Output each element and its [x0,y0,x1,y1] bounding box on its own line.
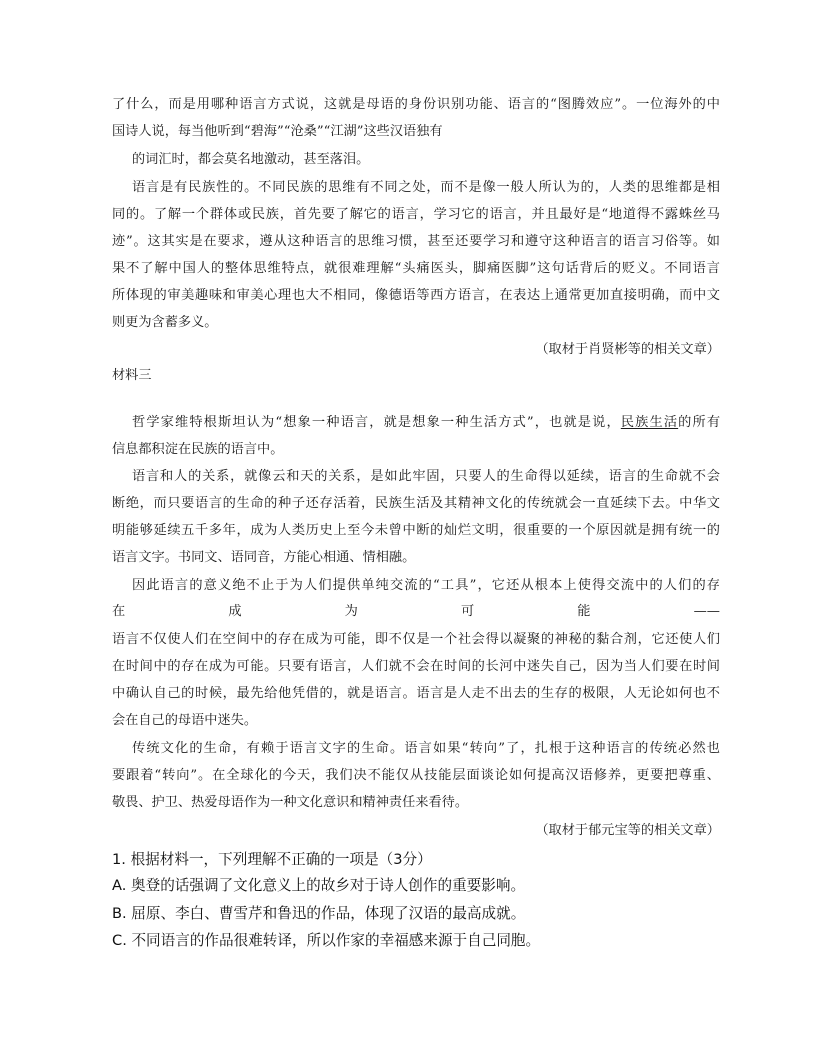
text-line: 因此语言的意义绝不止于为人们提供单纯交流的“工具”，它还从根本上使得交流中的人们的存 [132,578,720,593]
spread-char: 在 [112,604,126,619]
text-line: 的词汇时，都会莫名地激动，甚至落泪。 [132,152,370,167]
text-line: 则更为含蓄多义。 [112,315,218,330]
spread-char: 成 [228,604,242,619]
text-line: 语言和人的关系，就像云和天的关系，是如此牢固，只要人的生命得以延续，语言的生命就不会 [132,469,720,484]
text-line: 信息都积淀在民族的语言中。 [112,442,284,457]
text-line: 了什么，而是用哪种语言方式说，这就是母语的身份识别功能、语言的“图腾效应”。一位海外的中 [112,97,720,112]
text-line: 所体现的审美趣味和审美心理也大不相同，像德语等西方语言，在表达上通常更加直接明确，而中文 [112,288,720,303]
source-citation: （取材于郁元宝等的相关文章） [535,823,720,838]
spread-dash: —— [693,604,720,619]
text-line: 敬畏、护卫、热爱母语作为一种文化意识和精神责任来看待。 [112,795,469,810]
text-line: 明能够延续五千多年，成为人类历史上至今未曾中断的灿烂文明，很重要的一个原因就是拥有统一的 [112,523,720,538]
section-heading: 材料三 [112,368,152,383]
text-line: 会在自己的母语中迷失。 [112,713,258,728]
answer-option: B. 屈原、李白、曹雪芹和鲁迅的作品，体现了汉语的最高成就。 [112,905,526,922]
spread-char: 能 [577,604,591,619]
text-line: 要跟着“转向”。在全球化的今天，我们决不能仅从技能层面谈论如何提高汉语修养，更要把尊重、 [112,768,720,783]
text-line: 果不了解中国人的整体思维特点，就很难理解“头痛医头，脚痛医脚”这句话背后的贬义。不同语言 [112,261,720,276]
answer-option: C. 不同语言的作品很难转译，所以作家的幸福感来源于自己同胞。 [112,932,541,949]
text-line: 同的。了解一个群体或民族，首先要了解它的语言，学习它的语言，并且最好是“地道得不露蛛丝马 [112,207,720,222]
text-line: 语言文字。书同文、语同音，方能心相通、情相融。 [112,550,416,565]
spread-char: 为 [344,604,358,619]
text-line: 哲学家维特根斯坦认为“想象一种语言，就是想象一种生活方式”，也就是说，民族生活的所有 [132,415,721,430]
underlined-term: 民族生活 [620,415,679,430]
text-line: 传统文化的生命，有赖于语言文字的生命。语言如果“转向”了，扎根于这种语言的传统必然也 [132,741,720,756]
text-line: 国诗人说，每当他听到“碧海”“沧桑”“江湖”这些汉语独有 [112,124,443,139]
text-line: 迹”。这其实是在要求，遵从这种语言的思维习惯，甚至还要学习和遵守这种语言的语言习俗等。如 [112,234,720,249]
text-line: 语言是有民族性的。不同民族的思维有不同之处，而不是像一般人所认为的，人类的思维都是相 [132,180,720,195]
question-stem: 1. 根据材料一，下列理解不正确的一项是（3分） [112,851,432,868]
source-citation: （取材于肖贤彬等的相关文章） [535,342,720,357]
text-line: 中确认自己的时候，最先给他凭借的，就是语言。语言是人走不出去的生存的极限，人无论如何也不 [112,686,720,701]
spread-char: 可 [460,604,475,619]
text-line: 在时间中的存在成为可能。只要有语言，人们就不会在时间的长河中迷失自己，因为当人们要在时间 [112,659,720,674]
spread-text-line [112,603,720,621]
answer-option: A. 奥登的话强调了文化意义上的故乡对于诗人创作的重要影响。 [112,877,526,894]
text-line: 语言不仅使人们在空间中的存在成为可能，即不仅是一个社会得以凝聚的神秘的黏合剂，它还使人们 [112,632,720,647]
text-line: 断绝，而只要语言的生命的种子还存活着，民族生活及其精神文化的传统就会一直延续下去。中华文 [112,496,720,511]
